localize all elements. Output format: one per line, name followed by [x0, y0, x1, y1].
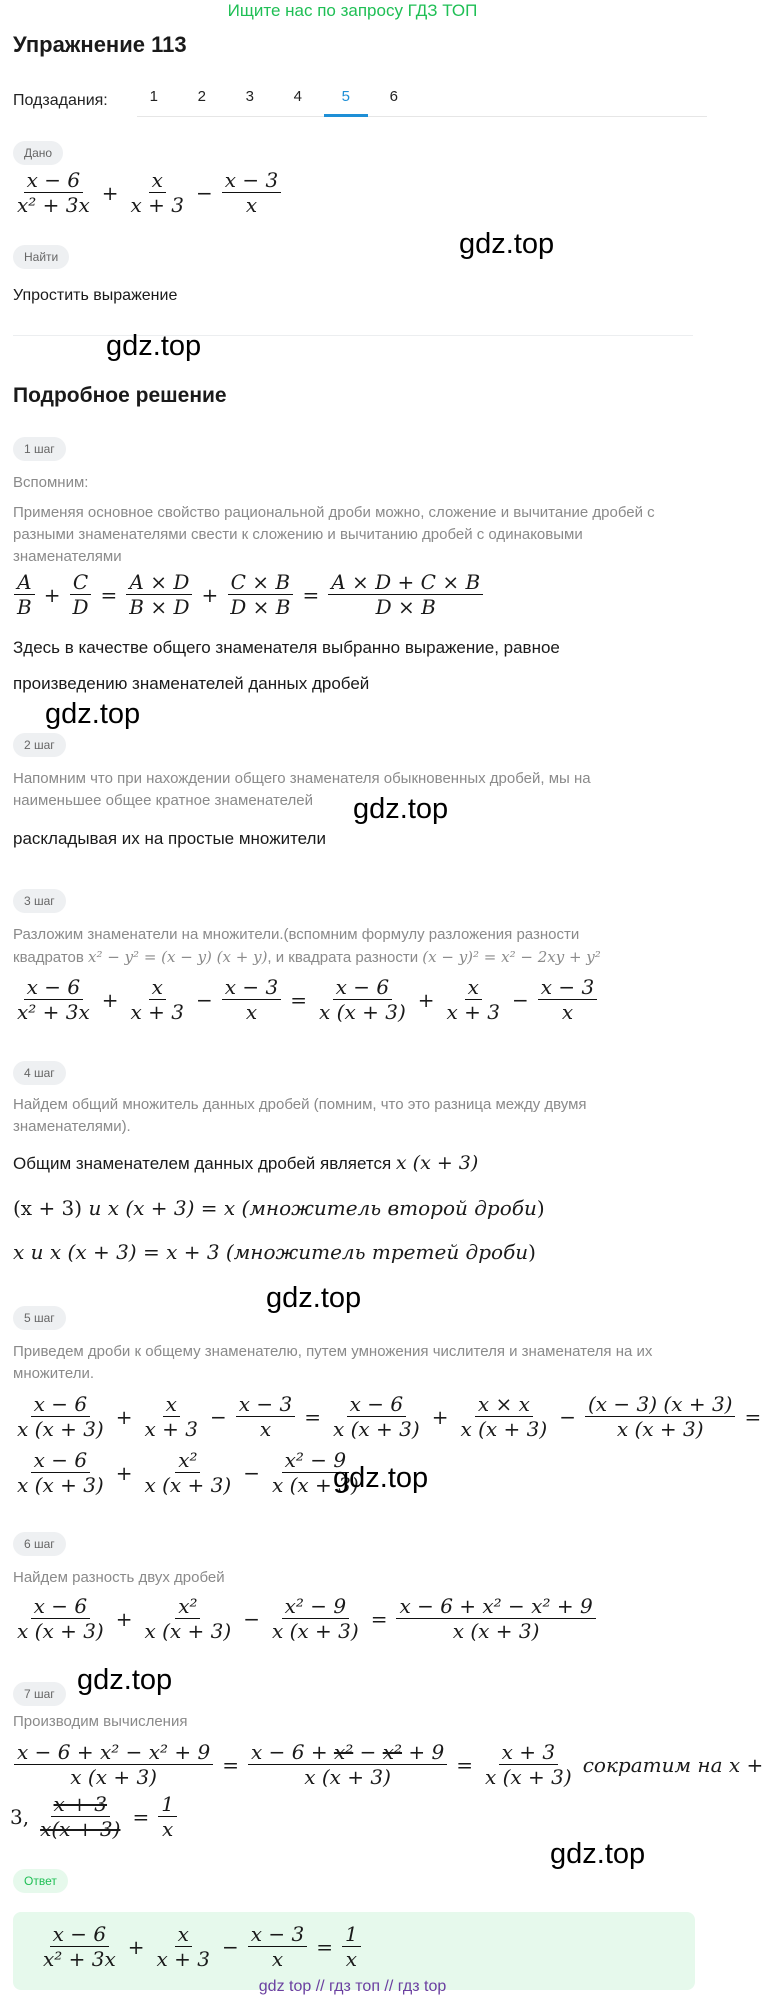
solution-title: Подробное решение — [13, 384, 227, 407]
tabs-divider — [137, 116, 707, 117]
step-3-formula: x − 6 x² + 3x + $\frac{x}{x + 3}$ − $\frac{x - 3}{x}$ = $\frac{x - 6}{x (x + 3)}$ + $\frac{x}{x + 3}$ − $\frac{x - 3}{x}$ — [10, 975, 601, 1024]
step-6-badge: 6 шаг — [13, 1532, 66, 1556]
step-1-intro: Вспомним: — [13, 474, 89, 491]
watermark: gdz.top — [550, 1838, 646, 1870]
tab-subtask-1[interactable]: 1 — [149, 88, 158, 105]
watermark: gdz.top — [77, 1664, 173, 1696]
find-badge: Найти — [13, 245, 69, 269]
watermark: gdz.top — [333, 1462, 429, 1494]
given-badge: Дано — [13, 141, 63, 165]
step-1-badge: 1 шаг — [13, 437, 66, 461]
step-5-formula-cont: x − 6 x (x + 3) + $\frac{\text{x²}}{x (x + 3)}$ − $\frac{\text{x² − 9}}{x (x + 3)}$ — [17, 1448, 359, 1497]
step-1-formula: A B + $\frac{C}{D}$ = $\frac{A \times D}{B \times D}$ + $\frac{C \times B}{D \times B}$ = $\frac{A \times D + C \times B}{D \times B}$ — [10, 570, 487, 619]
step-5-formula: x − 6 x (x + 3) + $\frac{x}{x + 3}$ − $\frac{x - 3}{x}$ = $\frac{x - 6}{x (x + 3)}$ + $\frac{x \times x}{x (x + 3)}$ − $\frac{(x - 3) (x + 3)}{x (x + 3)}$ = — [17, 1392, 762, 1441]
step-2-note: раскладывая их на простые множители — [13, 829, 326, 848]
step-7-badge: 7 шаг — [13, 1682, 66, 1706]
answer-badge: Ответ — [13, 1869, 68, 1893]
tab-subtask-3[interactable]: 3 — [245, 88, 254, 105]
watermark: gdz.top — [353, 793, 449, 825]
find-text: Упростить выражение — [13, 287, 178, 304]
step-4-note: Общим знаменателем данных дробей является x (x + 3) — [13, 1152, 479, 1174]
step-4-badge: 4 шаг — [13, 1061, 66, 1085]
watermark: gdz.top — [45, 698, 141, 730]
tab-subtask-4[interactable]: 4 — [293, 88, 302, 105]
step-2-text: Напомним что при нахождении общего знаменателя обыкновенных дробей, мы на наименьшее общее кратное знаменателей — [13, 770, 591, 809]
tab-subtask-6[interactable]: 6 — [389, 88, 398, 105]
step-3-text: квадратов x² − y² = (x − y) (x + y), и квадрата разности (x − y)² = x² − 2xy + y² — [13, 948, 601, 966]
step-7-formula-cont: 3, $\frac{x + 3}{x(x + 3)}$ = $\frac{1}{x}$ — [10, 1792, 181, 1841]
step-6-text: Найдем разность двух дробей — [13, 1569, 225, 1586]
watermark: gdz.top — [266, 1282, 362, 1314]
tab-subtask-5[interactable]: 5 — [322, 88, 370, 114]
step-3-badge: 3 шаг — [13, 889, 66, 913]
step-1-note: Здесь в качестве общего знаменателя выбранно выражение, равное — [13, 638, 560, 657]
step-5-badge: 5 шаг — [13, 1306, 66, 1330]
step-4-line-2: x и x (x + 3) = x + 3 ( множитель третей дроби ) — [13, 1240, 536, 1264]
answer-formula: x − 6 x² + 3x + $\frac{x}{x + 3}$ − $\frac{x - 3}{x}$ = $\frac{1}{x}$ — [36, 1922, 365, 1971]
watermark: gdz.top — [459, 228, 555, 260]
subtasks-nav — [13, 88, 418, 114]
step-4-text: Найдем общий множитель данных дробей (помним, что это разница между двумя знаменателями). — [13, 1096, 587, 1135]
step-3-text: Разложим знаменатели на множители.(вспомним формулу разложения разности — [13, 926, 580, 943]
step-7-formula: $\frac{\text{x − 6 + x² − x² + 9}}{x (x + 3)}$ = $\frac{\text{x − 6 + x² − x² + 9}}{x (x + 3)}$ = $\frac{x + 3}{x (x + 3)}$ сократим на x + — [10, 1740, 763, 1789]
step-7-text: Производим вычисления — [13, 1713, 188, 1730]
subtasks-label: Подзадания: — [13, 92, 108, 109]
step-1-note: произведению знаменателей данных дробей — [13, 674, 370, 693]
given-expression: x − 6 x² + 3x + $\frac{x}{x + 3}$ − $\frac{x - 3}{x}$ — [10, 168, 285, 217]
footer-links[interactable]: gdz top // гдз топ // гдз top — [258, 1978, 447, 1995]
tab-subtask-2[interactable]: 2 — [197, 88, 206, 105]
step-4-line-1: (x + 3) и x (x + 3) = x ( множитель второй дроби ) — [13, 1196, 545, 1220]
step-2-badge: 2 шаг — [13, 733, 66, 757]
step-5-text: Приведем дроби к общему знаменателю, путем умножения числителя и знаменателя на их множители. — [13, 1343, 653, 1382]
step-6-formula: x − 6 x (x + 3) + $\frac{\text{x²}}{x (x + 3)}$ − $\frac{\text{x² − 9}}{x (x + 3)}$ = $\frac{\text{x − 6 + x² − x² + 9}}{x (x + 3)}$ — [10, 1594, 600, 1643]
step-1-text: Применяя основное свойство рациональной дроби можно, сложение и вычитание дробей с разными знаменателями свести к сложению и вычитанию дробей с одинаковыми знаменателями — [13, 504, 655, 565]
page-title: Упражнение 113 — [13, 32, 187, 57]
search-banner: Ищите нас по запросу ГДЗ ТОП — [227, 1, 478, 20]
watermark: gdz.top — [106, 330, 202, 362]
